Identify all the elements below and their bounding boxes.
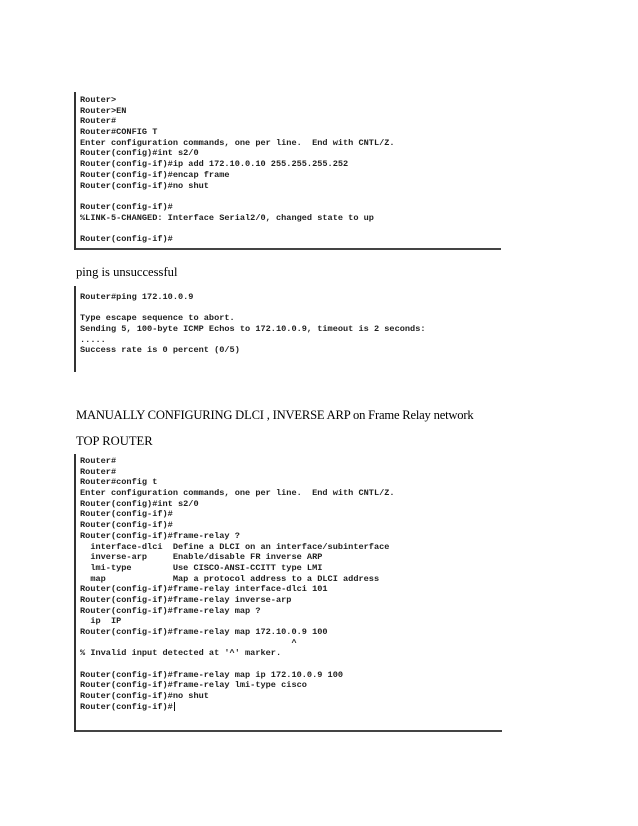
- terminal-line: Router(config-if)#ip add 172.10.0.10 255.255.255.252: [80, 159, 349, 170]
- terminal-line: .....: [80, 334, 106, 345]
- terminal-line: Router(config)#int s2/0: [80, 148, 199, 159]
- terminal-line: Router(config-if)#: [80, 509, 173, 520]
- terminal-line: interface-dlci Define a DLCI on an interface/subinterface: [80, 541, 390, 552]
- terminal-line: inverse-arp Enable/disable FR inverse ARP: [80, 552, 323, 563]
- terminal-line: Router(config-if)#frame-relay ?: [80, 530, 240, 541]
- terminal-line: Router#: [80, 456, 117, 466]
- terminal-line: Sending 5, 100-byte ICMP Echos to 172.10.0.9, timeout is 2 seconds:: [80, 324, 426, 335]
- terminal-line: Router(config-if)#frame-relay lmi-type cisco: [80, 680, 307, 691]
- section-heading-manual-dlci: MANUALLY CONFIGURING DLCI , INVERSE ARP on Frame Relay network: [76, 408, 474, 422]
- terminal-prompt-line: [80, 702, 502, 713]
- terminal-line: Router(config)#int s2/0: [80, 498, 199, 509]
- terminal-line: Success rate is 0 percent (0/5): [80, 345, 240, 356]
- terminal-line: Router#CONFIG T: [80, 127, 158, 138]
- terminal-line: ^: [80, 637, 297, 648]
- ping-result-text: ping is unsuccessful: [76, 265, 178, 279]
- terminal-line: Router(config-if)#frame-relay map ?: [80, 605, 261, 616]
- terminal-line: ip IP: [80, 616, 122, 627]
- terminal-line: Router(config-if)#encap frame: [80, 169, 230, 180]
- terminal-line: Router(config-if)#frame-relay inverse-arp: [80, 594, 292, 605]
- terminal-line: Router(config-if)#frame-relay interface-dlci 101: [80, 584, 328, 595]
- terminal-line: Router(config-if)#: [80, 520, 173, 531]
- terminal-line: Router(config-if)#no shut: [80, 691, 209, 702]
- terminal-line: [80, 191, 501, 202]
- terminal-line: Router>: [80, 95, 117, 105]
- terminal-line: Router#ping 172.10.0.9: [80, 292, 194, 302]
- section-heading-top-router: TOP ROUTER: [76, 434, 153, 448]
- terminal-line: Router(config-if)#frame-relay map 172.10.0.9 100: [80, 627, 328, 637]
- terminal-prompt: Router(config-if)#: [80, 701, 173, 712]
- terminal-line: Router(config-if)#: [80, 201, 173, 212]
- terminal-screenshot-config: [74, 92, 501, 250]
- terminal-line: [80, 659, 502, 670]
- terminal-line: [80, 303, 487, 314]
- terminal-screenshot-frame-relay: [74, 454, 502, 732]
- terminal-line: Router(config-if)#no shut: [80, 180, 209, 191]
- terminal-line: map Map a protocol address to a DLCI address: [80, 573, 380, 584]
- terminal-line: Type escape sequence to abort.: [80, 313, 235, 324]
- terminal-line: % Invalid input detected at '^' marker.: [80, 648, 282, 659]
- terminal-bottom-border: [76, 248, 501, 250]
- terminal-line: Enter configuration commands, one per line. End with CNTL/Z.: [80, 137, 395, 148]
- terminal-line: Router#: [80, 466, 117, 477]
- terminal-line: Router(config-if)#frame-relay map ip 172.10.0.9 100: [80, 669, 344, 680]
- terminal-line: Router#config t: [80, 477, 158, 488]
- terminal-line: Enter configuration commands, one per line. End with CNTL/Z.: [80, 488, 395, 499]
- terminal-bottom-border: [76, 730, 502, 732]
- terminal-line: Router(config-if)#: [80, 233, 173, 244]
- terminal-screenshot-ping: [74, 286, 487, 372]
- terminal-line: %LINK-5-CHANGED: Interface Serial2/0, changed state to up: [80, 212, 374, 223]
- terminal-line: [80, 223, 501, 234]
- terminal-line: lmi-type Use CISCO-ANSI-CCITT type LMI: [80, 562, 323, 573]
- terminal-line: Router>EN: [80, 105, 127, 116]
- terminal-line: Router#: [80, 116, 117, 127]
- text-cursor: [174, 702, 175, 711]
